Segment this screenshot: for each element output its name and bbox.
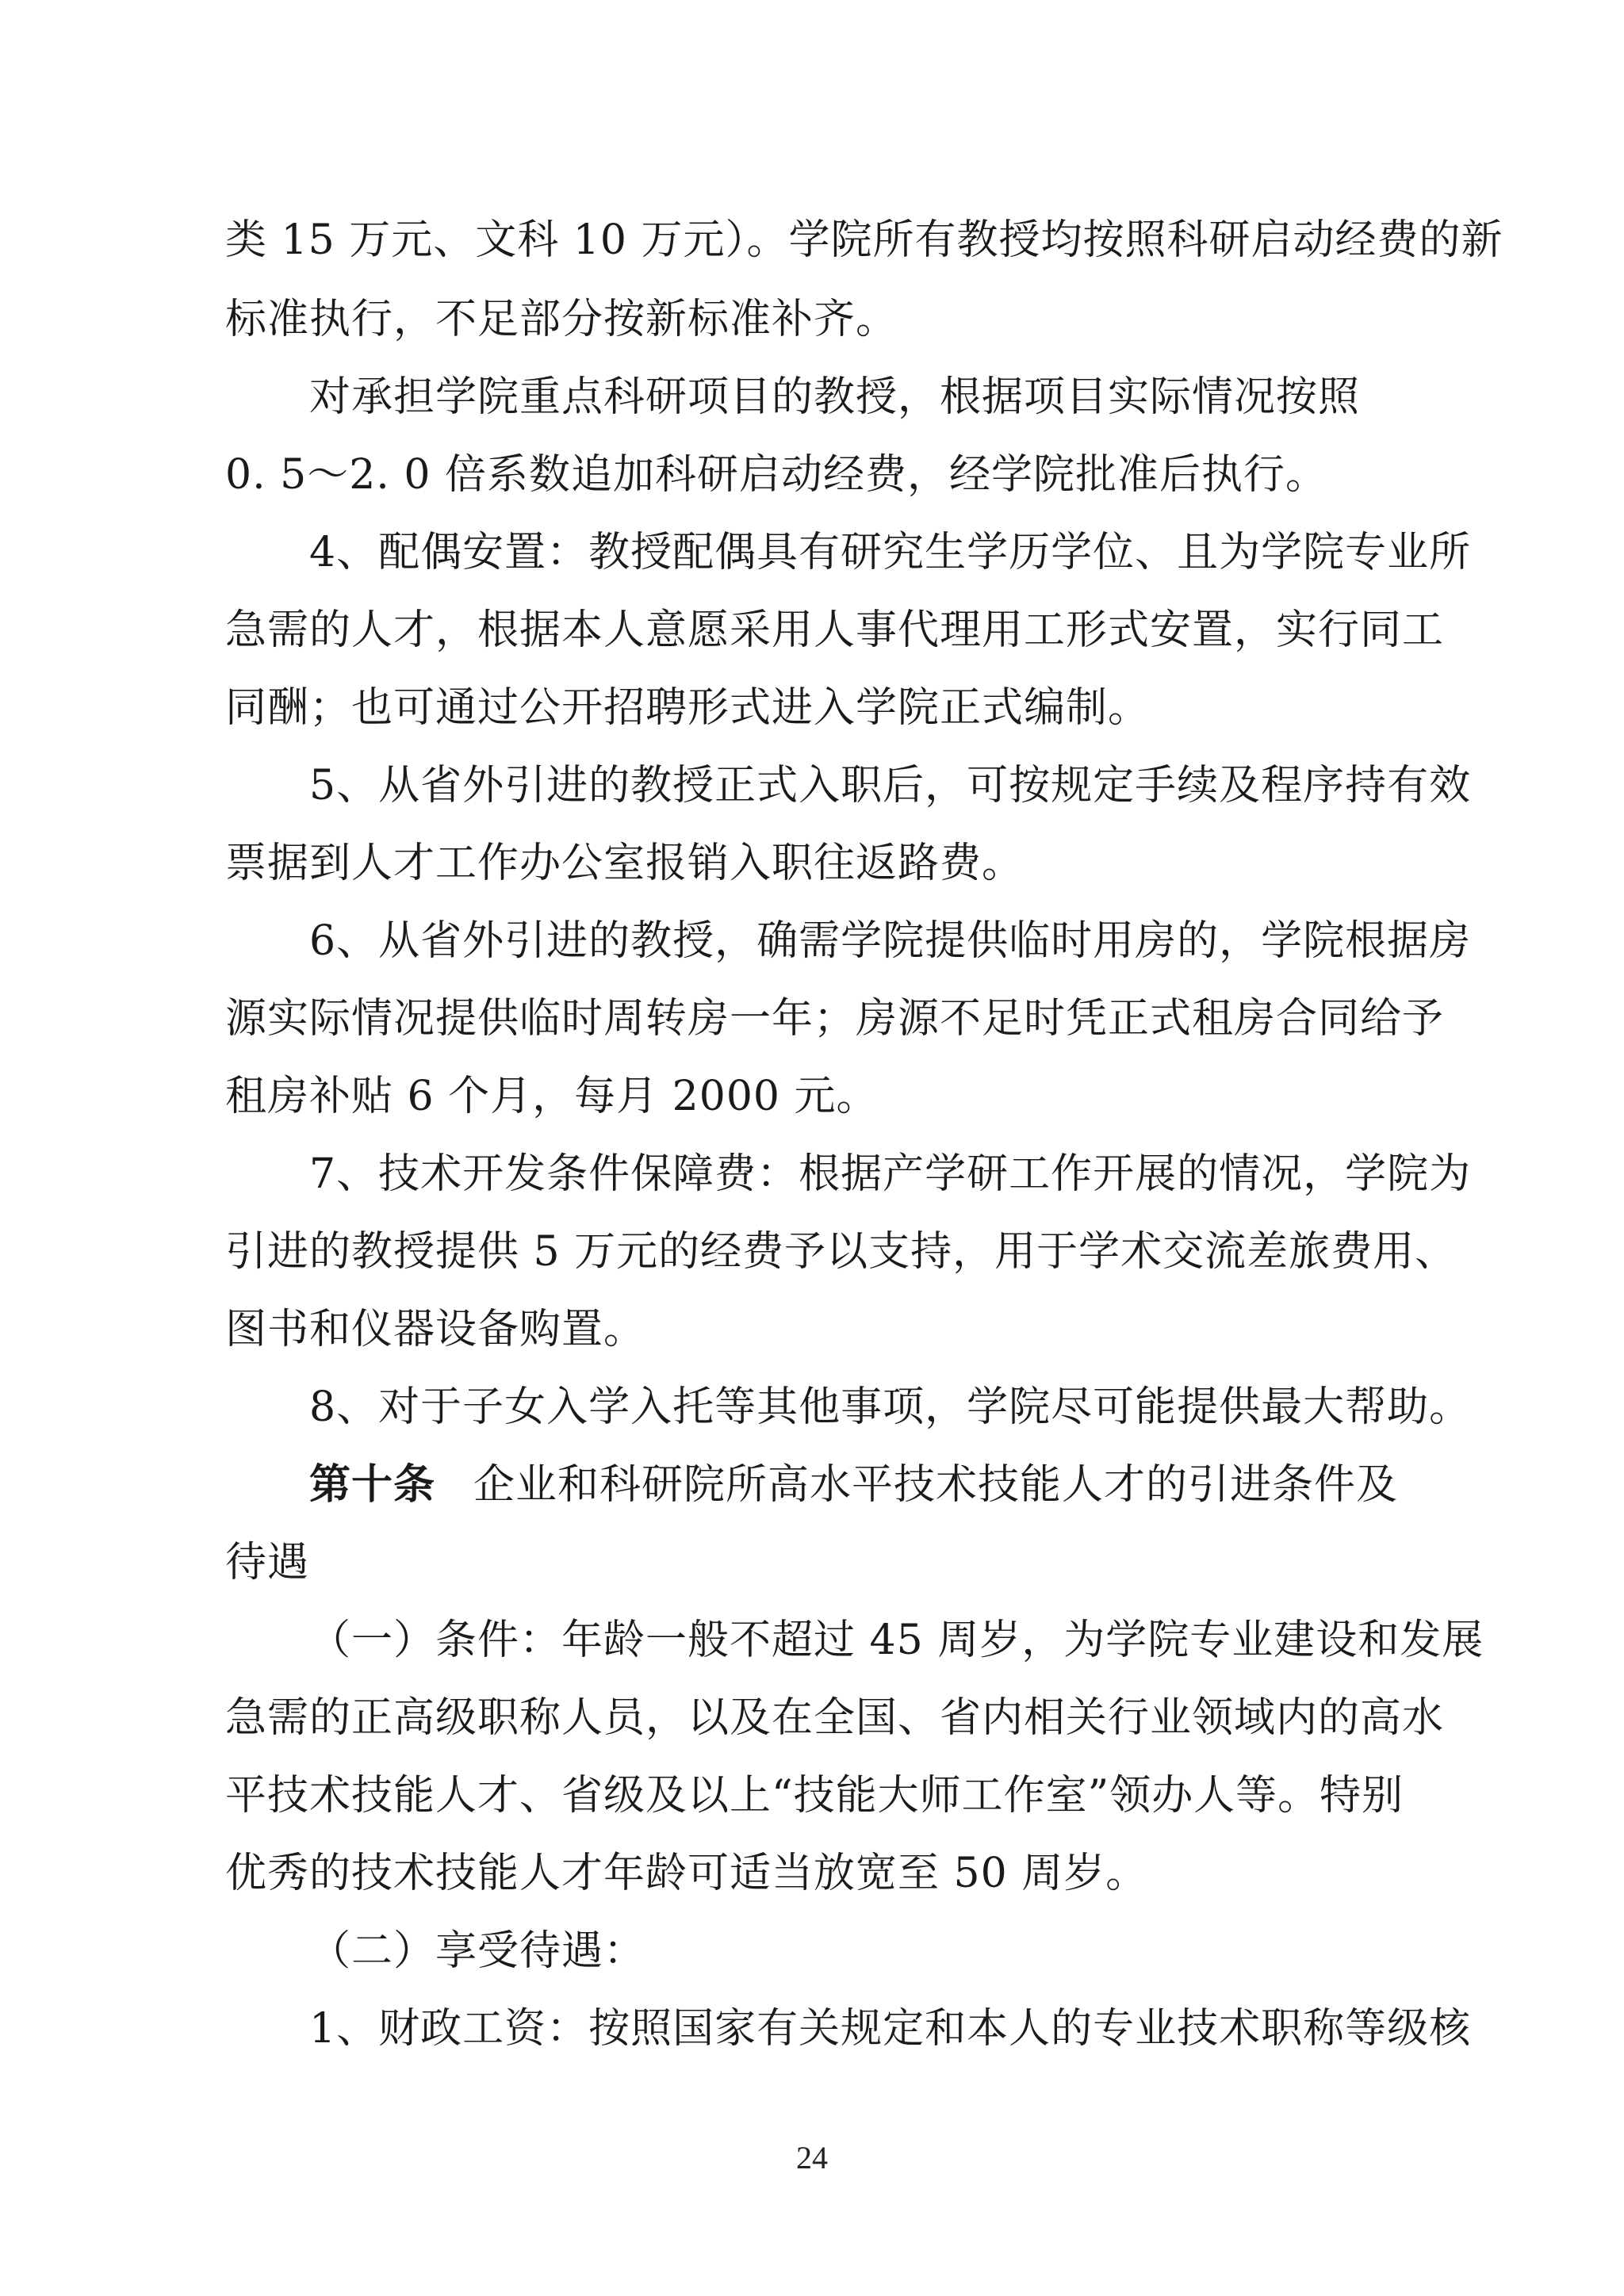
paragraph-line: 同酬；也可通过公开招聘形式进入学院正式编制。 xyxy=(225,684,1151,732)
paragraph-line: （一）条件：年龄一般不超过 45 周岁，为学院专业建设和发展 xyxy=(309,1617,1484,1664)
paragraph-line: 7、技术开发条件保障费：根据产学研工作开展的情况，学院为 xyxy=(309,1150,1472,1198)
article-title-continued: 待遇 xyxy=(225,1539,310,1586)
paragraph-line: 优秀的技术技能人才年龄可适当放宽至 50 周岁。 xyxy=(225,1850,1148,1897)
paragraph-line: 急需的正高级职称人员，以及在全国、省内相关行业领域内的高水 xyxy=(225,1694,1445,1742)
paragraph-line: 租房补贴 6 个月，每月 2000 元。 xyxy=(225,1073,879,1120)
paragraph-line: 标准执行，不足部分按新标准补齐。 xyxy=(225,296,898,343)
paragraph-line: 0. 5～2. 0 倍系数追加科研启动经费，经学院批准后执行。 xyxy=(225,451,1327,499)
paragraph-line: 平技术技能人才、省级及以上“技能大师工作室”领办人等。特别 xyxy=(225,1772,1404,1820)
paragraph-line: 4、配偶安置：教授配偶具有研究生学历学位、且为学院专业所 xyxy=(309,529,1472,576)
paragraph-line: 票据到人才工作办公室报销入职往返路费。 xyxy=(225,840,1025,887)
article-heading xyxy=(309,1457,1399,1513)
article-number: 第十条 xyxy=(309,1460,436,1509)
article-title: 企业和科研院所高水平技术技能人才的引进条件及 xyxy=(473,1461,1399,1509)
paragraph-line: 8、对于子女入学入托等其他事项，学院尽可能提供最大帮助。 xyxy=(309,1383,1472,1431)
paragraph-line: 源实际情况提供临时周转房一年；房源不足时凭正式租房合同给予 xyxy=(225,995,1445,1043)
paragraph-line: 5、从省外引进的教授正式入职后，可按规定手续及程序持有效 xyxy=(309,762,1472,809)
paragraph-line: 6、从省外引进的教授，确需学院提供临时用房的，学院根据房 xyxy=(309,917,1472,965)
paragraph-line: 引进的教授提供 5 万元的经费予以支持，用于学术交流差旅费用、 xyxy=(225,1228,1457,1276)
subsection-heading: （二）享受待遇： xyxy=(309,1927,646,1975)
paragraph-line: 1、财政工资：按照国家有关规定和本人的专业技术职称等级核 xyxy=(309,2005,1472,2053)
page-number: 24 xyxy=(796,2140,828,2175)
paragraph-line: 对承担学院重点科研项目的教授，根据项目实际情况按照 xyxy=(309,373,1361,421)
paragraph-line: 急需的人才，根据本人意愿采用人事代理用工形式安置，实行同工 xyxy=(225,607,1445,654)
paragraph-line: 类 15 万元、文科 10 万元）。学院所有教授均按照科研启动经费的新 xyxy=(225,216,1503,264)
paragraph-line: 图书和仪器设备购置。 xyxy=(225,1306,646,1353)
